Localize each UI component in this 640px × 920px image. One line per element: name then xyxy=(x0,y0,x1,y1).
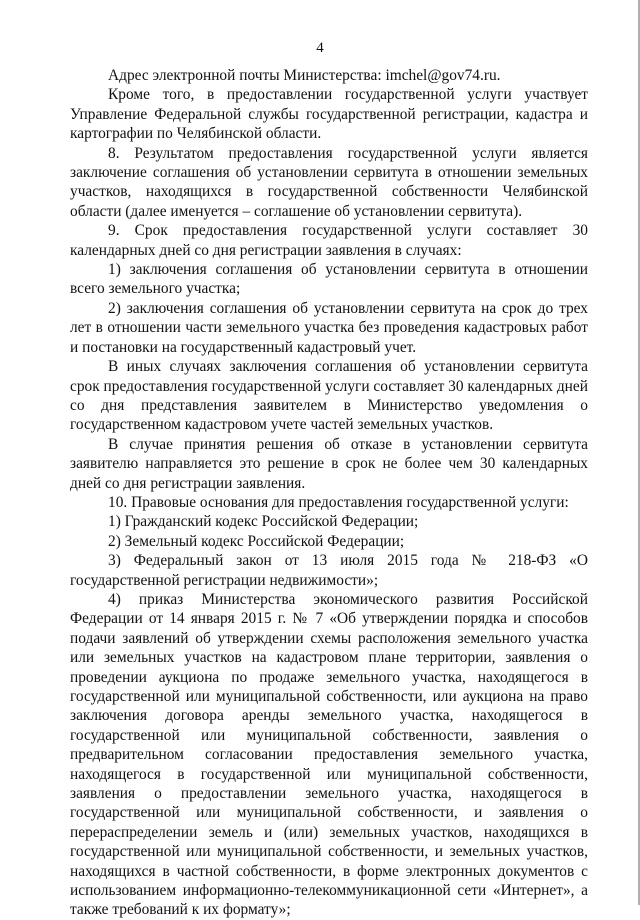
document-body xyxy=(70,66,588,920)
paragraph-10-item-2: 2) Земельный кодекс Российской Федерации; xyxy=(108,532,405,550)
paragraph-10-legal-basis: 10. Правовые основания для предоставления государственной услуги: xyxy=(108,493,569,511)
paragraph-email: Адрес электронной почты Министерства: imchel@gov74.ru. xyxy=(108,67,501,84)
paragraph-other-cases: В иных случаях заключения соглашения об установлении сервитута срок предоставления государственной услуги составляет 30 календарных дней со дня представления заявителем в Министерство уведомления о государственном кадастровом учете частей земельных участков. xyxy=(70,358,588,434)
paragraph-10-item-1: 1) Гражданский кодекс Российской Федерации; xyxy=(108,513,419,531)
paragraph-8-result: 8. Результатом предоставления государственной услуги является заключение соглашения об установлении сервитута в отношении земельных участков, находящихся в государственной собственности Челябинской области (далее именуется – соглашение об установлении сервитута). xyxy=(70,144,588,220)
page-number: 4 xyxy=(316,40,324,56)
paragraph-participant: Кроме того, в предоставлении государственной услуги участвует Управление Федеральной службы государственной регистрации, кадастра и картографии по Челябинской области. xyxy=(70,86,588,143)
paragraph-10-item-4: 4) приказ Министерства экономического развития Российской Федерации от 14 января 2015 г. № 7 «Об утверждении порядка и способов подачи заявлений об утверждении схемы расположения земельного участка или земельных участков на кадастровом плане территории, заявления о проведении аукциона по продаже земельного участка, находящегося в государственной или муниципальной собственности, или аукциона на право заключения договора аренды земельного участка, находящегося в государственной или муниципальной собственности, заявления о предварительном согласовании предоставления земельного участка, находящегося в государственной или муниципальной собственности, заявления о предоставлении земельного участка, находящегося в государственной или муниципальной собственности, и заявления о перераспределении земель и (или) земельных участков, находящихся в государственной или муниципальной собственности, и земельных участков, находящихся в частной собственности, в форме электронных документов с использованием информационно-телекоммуникационной сети «Интернет», а также требований к их формату»; xyxy=(70,590,588,919)
paragraph-9-case-2: 2) заключения соглашения об установлении сервитута на срок до трех лет в отношении части земельного участка без проведения кадастровых работ и постановки на государственный кадастровый учет. xyxy=(70,299,588,356)
paragraph-refusal: В случае принятия решения об отказе в установлении сервитута заявителю направляется это решение в срок не более чем 30 календарных дней со дня регистрации заявления. xyxy=(70,435,588,492)
paragraph-9-case-1: 1) заключения соглашения об установлении сервитута в отношении всего земельного участка; xyxy=(70,261,588,298)
paragraph-9-term: 9. Срок предоставления государственной услуги составляет 30 календарных дней со дня регистрации заявления в случаях: xyxy=(70,222,588,259)
paragraph-10-item-3: 3) Федеральный закон от 13 июля 2015 года № 218-ФЗ «О государственной регистрации недвижимости»; xyxy=(70,552,588,589)
